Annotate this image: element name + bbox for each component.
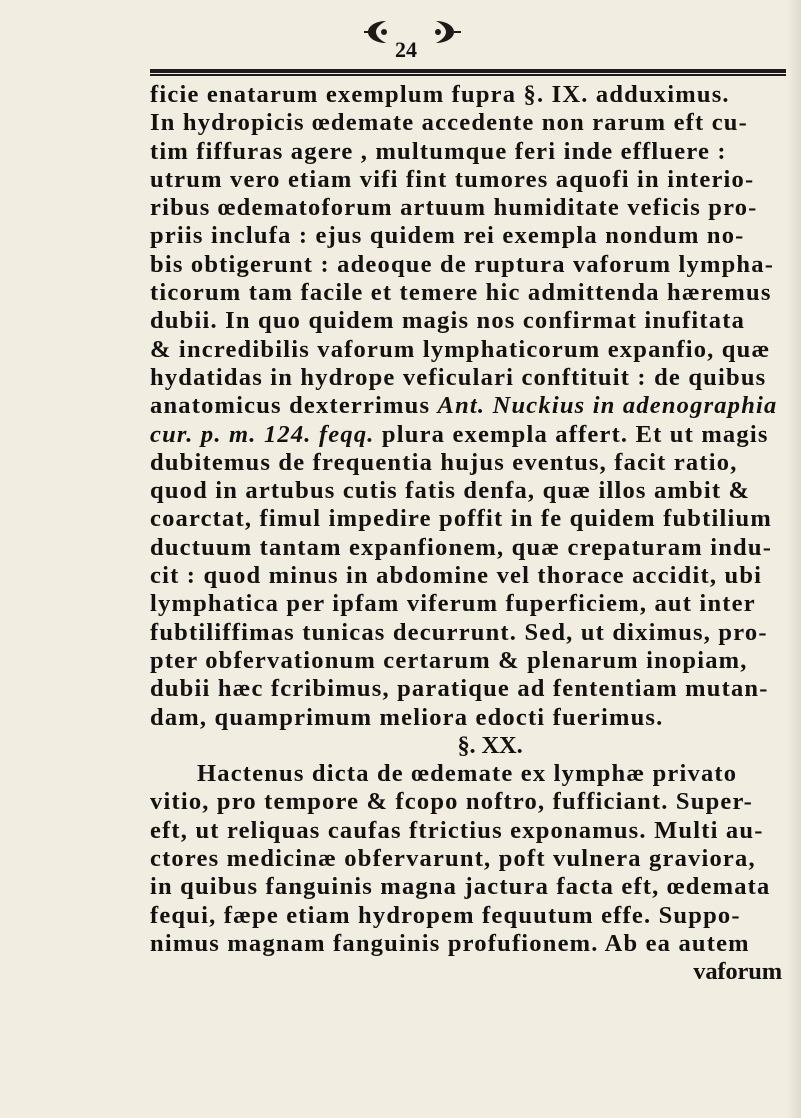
text-line: ficie enatarum exemplum fupra §. IX. adduximus. [150, 81, 730, 108]
text-line: eft, ut reliquas caufas ftrictius exponamus. Multi au- [150, 816, 764, 844]
text-line: ribus œdematoforum artuum humiditate veficis pro- [150, 194, 758, 222]
text-line: dubii. In quo quidem magis nos confirmat inufitata [150, 307, 746, 335]
text-line: coarctat, fimul impedire poffit in fe quidem fubtilium [150, 505, 772, 533]
text-line: dubitemus de frequentia hujus eventus, facit ratio, [150, 448, 738, 476]
text-line: ticorum tam facile et temere hic admittenda hæremus [150, 279, 772, 307]
page-edge-shadow [787, 0, 801, 1118]
text-line: lymphatica per ipfam viferum fuperficiem, aut inter [150, 590, 756, 618]
text-line: nimus magnam fanguinis profufionem. Ab ea autem [150, 929, 750, 957]
text-line: ductuum tantam expanfionem, quæ crepaturam indu- [150, 533, 773, 561]
text-segment: anatomicus dexterrimus [150, 392, 438, 420]
catchword: vaforum [693, 958, 782, 986]
text-line [150, 392, 790, 420]
text-line: hydatidas in hydrope veficulari conftituit : de quibus [150, 363, 767, 391]
page-number: 24 [395, 37, 417, 62]
header-rule [150, 69, 786, 76]
text-line: dam, quamprimum meliora edocti fuerimus. [150, 703, 664, 731]
text-line: dubii hæc fcribimus, paratique ad fententiam mutan- [150, 675, 769, 703]
text-line: Hactenus dicta de œdemate ex lymphæ privato [197, 760, 738, 788]
ornament-right-icon [430, 18, 462, 46]
text-line: ctores medicinæ obfervarunt, poft vulnera graviora, [150, 845, 756, 873]
text-line: priis inclufa : ejus quidem rei exempla nondum no- [150, 222, 745, 250]
text-line [150, 421, 790, 449]
text-line: in quibus fanguinis magna jactura facta eft, œdemata [150, 873, 771, 901]
section-heading: §. XX. [457, 731, 523, 759]
body-text [150, 81, 790, 987]
text-line: pter obfervationum certarum & plenarum inopiam, [150, 646, 748, 674]
text-line: vitio, pro tempore & fcopo noftro, fufficiant. Super- [150, 788, 753, 816]
text-line: bis obtigerunt : adeoque de ruptura vaforum lympha- [150, 250, 775, 278]
text-line: & incredibilis vaforum lymphaticorum expanfio, quæ [150, 335, 771, 363]
text-line: utrum vero etiam vifi fint tumores aquofi in interio- [150, 165, 755, 193]
text-line: tim fiffuras agere , multumque feri inde effluere : [150, 137, 727, 165]
text-segment: plura exempla affert. Et ut magis [374, 420, 769, 448]
text-line: fequi, fæpe etiam hydropem fequutum effe. Suppo- [150, 901, 741, 929]
text-line: cit : quod minus in abdomine vel thorace accidit, ubi [150, 562, 763, 590]
page-header [0, 18, 801, 62]
text-line: In hydropicis œdemate accedente non rarum eft cu- [150, 109, 748, 137]
citation-italic: Ant. Nuckius in adenographia [437, 392, 778, 420]
text-line: quod in artubus cutis fatis denfa, quæ illos ambit & [150, 477, 751, 505]
citation-italic: cur. p. m. 124. feqq. [150, 420, 375, 448]
ornament-left-icon [362, 18, 392, 46]
text-line: fubtiliffimas tunicas decurrunt. Sed, ut diximus, pro- [150, 618, 768, 646]
